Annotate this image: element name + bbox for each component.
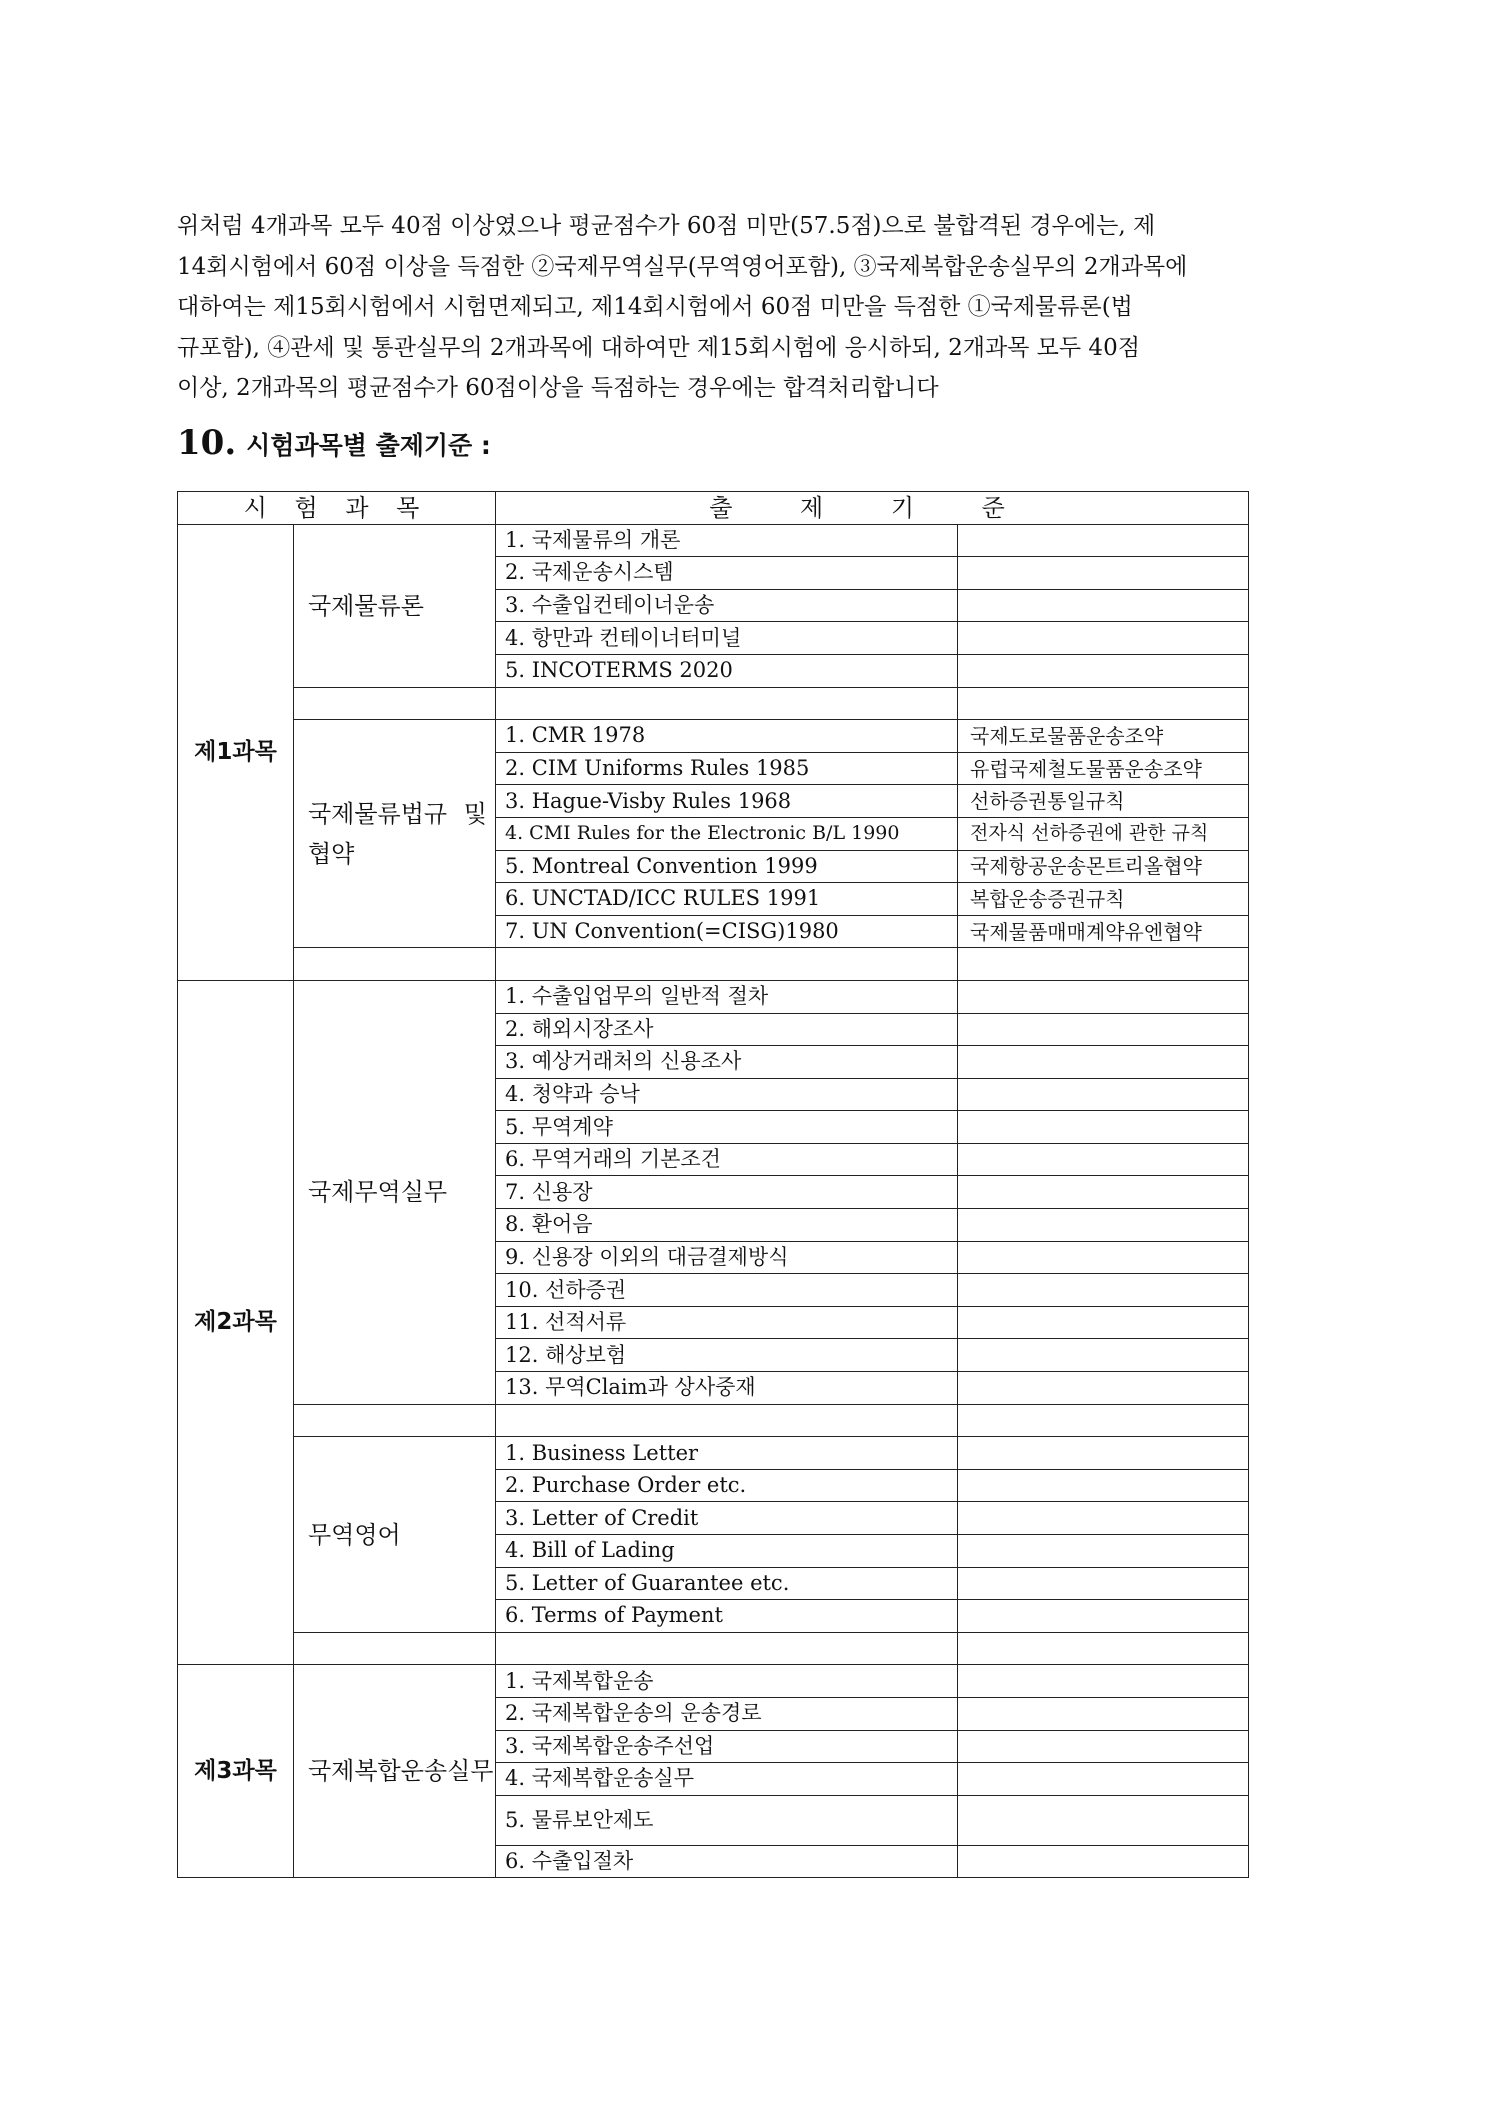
criteria-item: 5. 무역계약 xyxy=(496,1111,958,1144)
subject-name: 제1과목 xyxy=(178,524,294,980)
section-number: 10. xyxy=(177,423,237,463)
table-row-empty xyxy=(178,948,1249,981)
criteria-note xyxy=(958,1535,1249,1568)
criteria-note xyxy=(958,1306,1249,1339)
table-row xyxy=(178,720,1249,753)
table-row-empty xyxy=(178,687,1249,720)
criteria-note: 선하증권통일규칙 xyxy=(958,785,1249,818)
criteria-item: 4. Bill of Lading xyxy=(496,1535,958,1568)
area-name: 국제물류론 xyxy=(294,524,496,687)
criteria-item: 1. CMR 1978 xyxy=(496,720,958,753)
criteria-item: 3. Letter of Credit xyxy=(496,1502,958,1535)
criteria-item: 1. 국제복합운송 xyxy=(496,1665,958,1698)
criteria-item: 6. 무역거래의 기본조건 xyxy=(496,1143,958,1176)
empty-cell xyxy=(496,687,958,720)
criteria-item: 2. 국제복합운송의 운송경로 xyxy=(496,1697,958,1730)
criteria-note xyxy=(958,589,1249,622)
criteria-item: 3. 수출입컨테이너운송 xyxy=(496,589,958,622)
paragraph-line: 위처럼 4개과목 모두 40점 이상였으나 평균점수가 60점 미만(57.5점)으로 불합격된 경우에는, 제 xyxy=(177,213,1156,239)
criteria-item: 3. Hague-Visby Rules 1968 xyxy=(496,785,958,818)
criteria-item: 7. UN Convention(=CISG)1980 xyxy=(496,915,958,948)
criteria-note xyxy=(958,1339,1249,1372)
criteria-note xyxy=(958,654,1249,687)
criteria-item: 1. Business Letter xyxy=(496,1437,958,1470)
criteria-note xyxy=(958,1845,1249,1878)
empty-cell xyxy=(294,687,496,720)
criteria-note xyxy=(958,1046,1249,1079)
paragraph-line: 규포함), ④관세 및 통관실무의 2개과목에 대하여만 제15회시험에 응시하되, 2개과목 모두 40점 xyxy=(177,334,1140,361)
criteria-note xyxy=(958,1665,1249,1698)
criteria-item: 4. CMI Rules for the Electronic B/L 1990 xyxy=(496,817,958,850)
criteria-item: 5. Letter of Guarantee etc. xyxy=(496,1567,958,1600)
area-name: 국제물류법규 및 협약 xyxy=(294,720,496,948)
criteria-item: 2. Purchase Order etc. xyxy=(496,1469,958,1502)
criteria-note xyxy=(958,1372,1249,1405)
empty-cell xyxy=(496,948,958,981)
paragraph-line: 이상, 2개과목의 평균점수가 60점이상을 득점하는 경우에는 합격처리합니다 xyxy=(177,375,939,402)
criteria-note: 국제항공운송몬트리올협약 xyxy=(958,850,1249,883)
criteria-item: 5. INCOTERMS 2020 xyxy=(496,654,958,687)
criteria-note xyxy=(958,1078,1249,1111)
criteria-item: 2. 해외시장조사 xyxy=(496,1013,958,1046)
criteria-item: 6. UNCTAD/ICC RULES 1991 xyxy=(496,883,958,916)
table-row-empty xyxy=(178,1404,1249,1437)
criteria-item: 4. 국제복합운송실무 xyxy=(496,1763,958,1796)
criteria-note xyxy=(958,1763,1249,1796)
table-row-empty xyxy=(178,1632,1249,1665)
empty-cell xyxy=(496,1404,958,1437)
criteria-note xyxy=(958,1567,1249,1600)
header-subject: 시 험 과 목 xyxy=(178,492,496,525)
section-heading xyxy=(177,423,491,463)
criteria-note xyxy=(958,1469,1249,1502)
empty-cell xyxy=(294,1404,496,1437)
criteria-note xyxy=(958,524,1249,557)
empty-cell xyxy=(294,1632,496,1665)
criteria-item: 3. 예상거래처의 신용조사 xyxy=(496,1046,958,1079)
criteria-note xyxy=(958,1209,1249,1242)
subject-name: 제2과목 xyxy=(178,980,294,1664)
table-header-row xyxy=(178,492,1249,525)
criteria-item: 7. 신용장 xyxy=(496,1176,958,1209)
criteria-note xyxy=(958,980,1249,1013)
empty-cell xyxy=(958,948,1249,981)
criteria-note xyxy=(958,1241,1249,1274)
subject-name: 제3과목 xyxy=(178,1665,294,1878)
criteria-item: 8. 환어음 xyxy=(496,1209,958,1242)
criteria-item: 6. Terms of Payment xyxy=(496,1600,958,1633)
criteria-item: 3. 국제복합운송주선업 xyxy=(496,1730,958,1763)
criteria-item: 1. 국제물류의 개론 xyxy=(496,524,958,557)
criteria-note xyxy=(958,1013,1249,1046)
criteria-note: 전자식 선하증권에 관한 규칙 xyxy=(958,817,1249,850)
empty-cell xyxy=(958,1632,1249,1665)
criteria-note xyxy=(958,1795,1249,1845)
criteria-note: 국제물품매매계약유엔협약 xyxy=(958,915,1249,948)
intro-paragraph xyxy=(177,206,1259,409)
criteria-item: 2. 국제운송시스템 xyxy=(496,557,958,590)
criteria-note xyxy=(958,1176,1249,1209)
criteria-note: 유럽국제철도물품운송조약 xyxy=(958,752,1249,785)
criteria-item: 6. 수출입절차 xyxy=(496,1845,958,1878)
criteria-note xyxy=(958,1111,1249,1144)
criteria-note xyxy=(958,557,1249,590)
table-row xyxy=(178,1665,1249,1698)
criteria-note xyxy=(958,1697,1249,1730)
empty-cell xyxy=(958,1404,1249,1437)
criteria-note xyxy=(958,1437,1249,1470)
criteria-item: 13. 무역Claim과 상사중재 xyxy=(496,1372,958,1405)
area-name: 국제무역실무 xyxy=(294,980,496,1404)
paragraph-line: 14회시험에서 60점 이상을 득점한 ②국제무역실무(무역영어포함), ③국제복합운송실무의 2개과목에 xyxy=(177,253,1188,280)
criteria-table xyxy=(177,491,1249,1878)
criteria-note: 국제도로물품운송조약 xyxy=(958,720,1249,753)
empty-cell xyxy=(496,1632,958,1665)
criteria-item: 2. CIM Uniforms Rules 1985 xyxy=(496,752,958,785)
criteria-note xyxy=(958,1502,1249,1535)
criteria-note xyxy=(958,1600,1249,1633)
table-row xyxy=(178,980,1249,1013)
criteria-note xyxy=(958,622,1249,655)
criteria-item: 4. 청약과 승낙 xyxy=(496,1078,958,1111)
criteria-item: 5. Montreal Convention 1999 xyxy=(496,850,958,883)
criteria-item: 4. 항만과 컨테이너터미널 xyxy=(496,622,958,655)
criteria-note xyxy=(958,1274,1249,1307)
criteria-item: 1. 수출입업무의 일반적 절차 xyxy=(496,980,958,1013)
criteria-note xyxy=(958,1730,1249,1763)
criteria-note: 복합운송증권규칙 xyxy=(958,883,1249,916)
criteria-item: 9. 신용장 이외의 대금결제방식 xyxy=(496,1241,958,1274)
empty-cell xyxy=(958,687,1249,720)
area-name: 무역영어 xyxy=(294,1437,496,1633)
table-row xyxy=(178,524,1249,557)
empty-cell xyxy=(294,948,496,981)
criteria-note xyxy=(958,1143,1249,1176)
criteria-item: 12. 해상보험 xyxy=(496,1339,958,1372)
criteria-item: 11. 선적서류 xyxy=(496,1306,958,1339)
area-name: 국제복합운송실무 xyxy=(294,1665,496,1878)
criteria-item: 10. 선하증권 xyxy=(496,1274,958,1307)
paragraph-line: 대하여는 제15회시험에서 시험면제되고, 제14회시험에서 60점 미만을 득점한 ①국제물류론(법 xyxy=(177,294,1133,321)
section-title: 시험과목별 출제기준 : xyxy=(246,431,491,460)
table-row xyxy=(178,1437,1249,1470)
header-criteria: 출 제 기 준 xyxy=(496,492,1249,525)
criteria-item: 5. 물류보안제도 xyxy=(496,1795,958,1845)
